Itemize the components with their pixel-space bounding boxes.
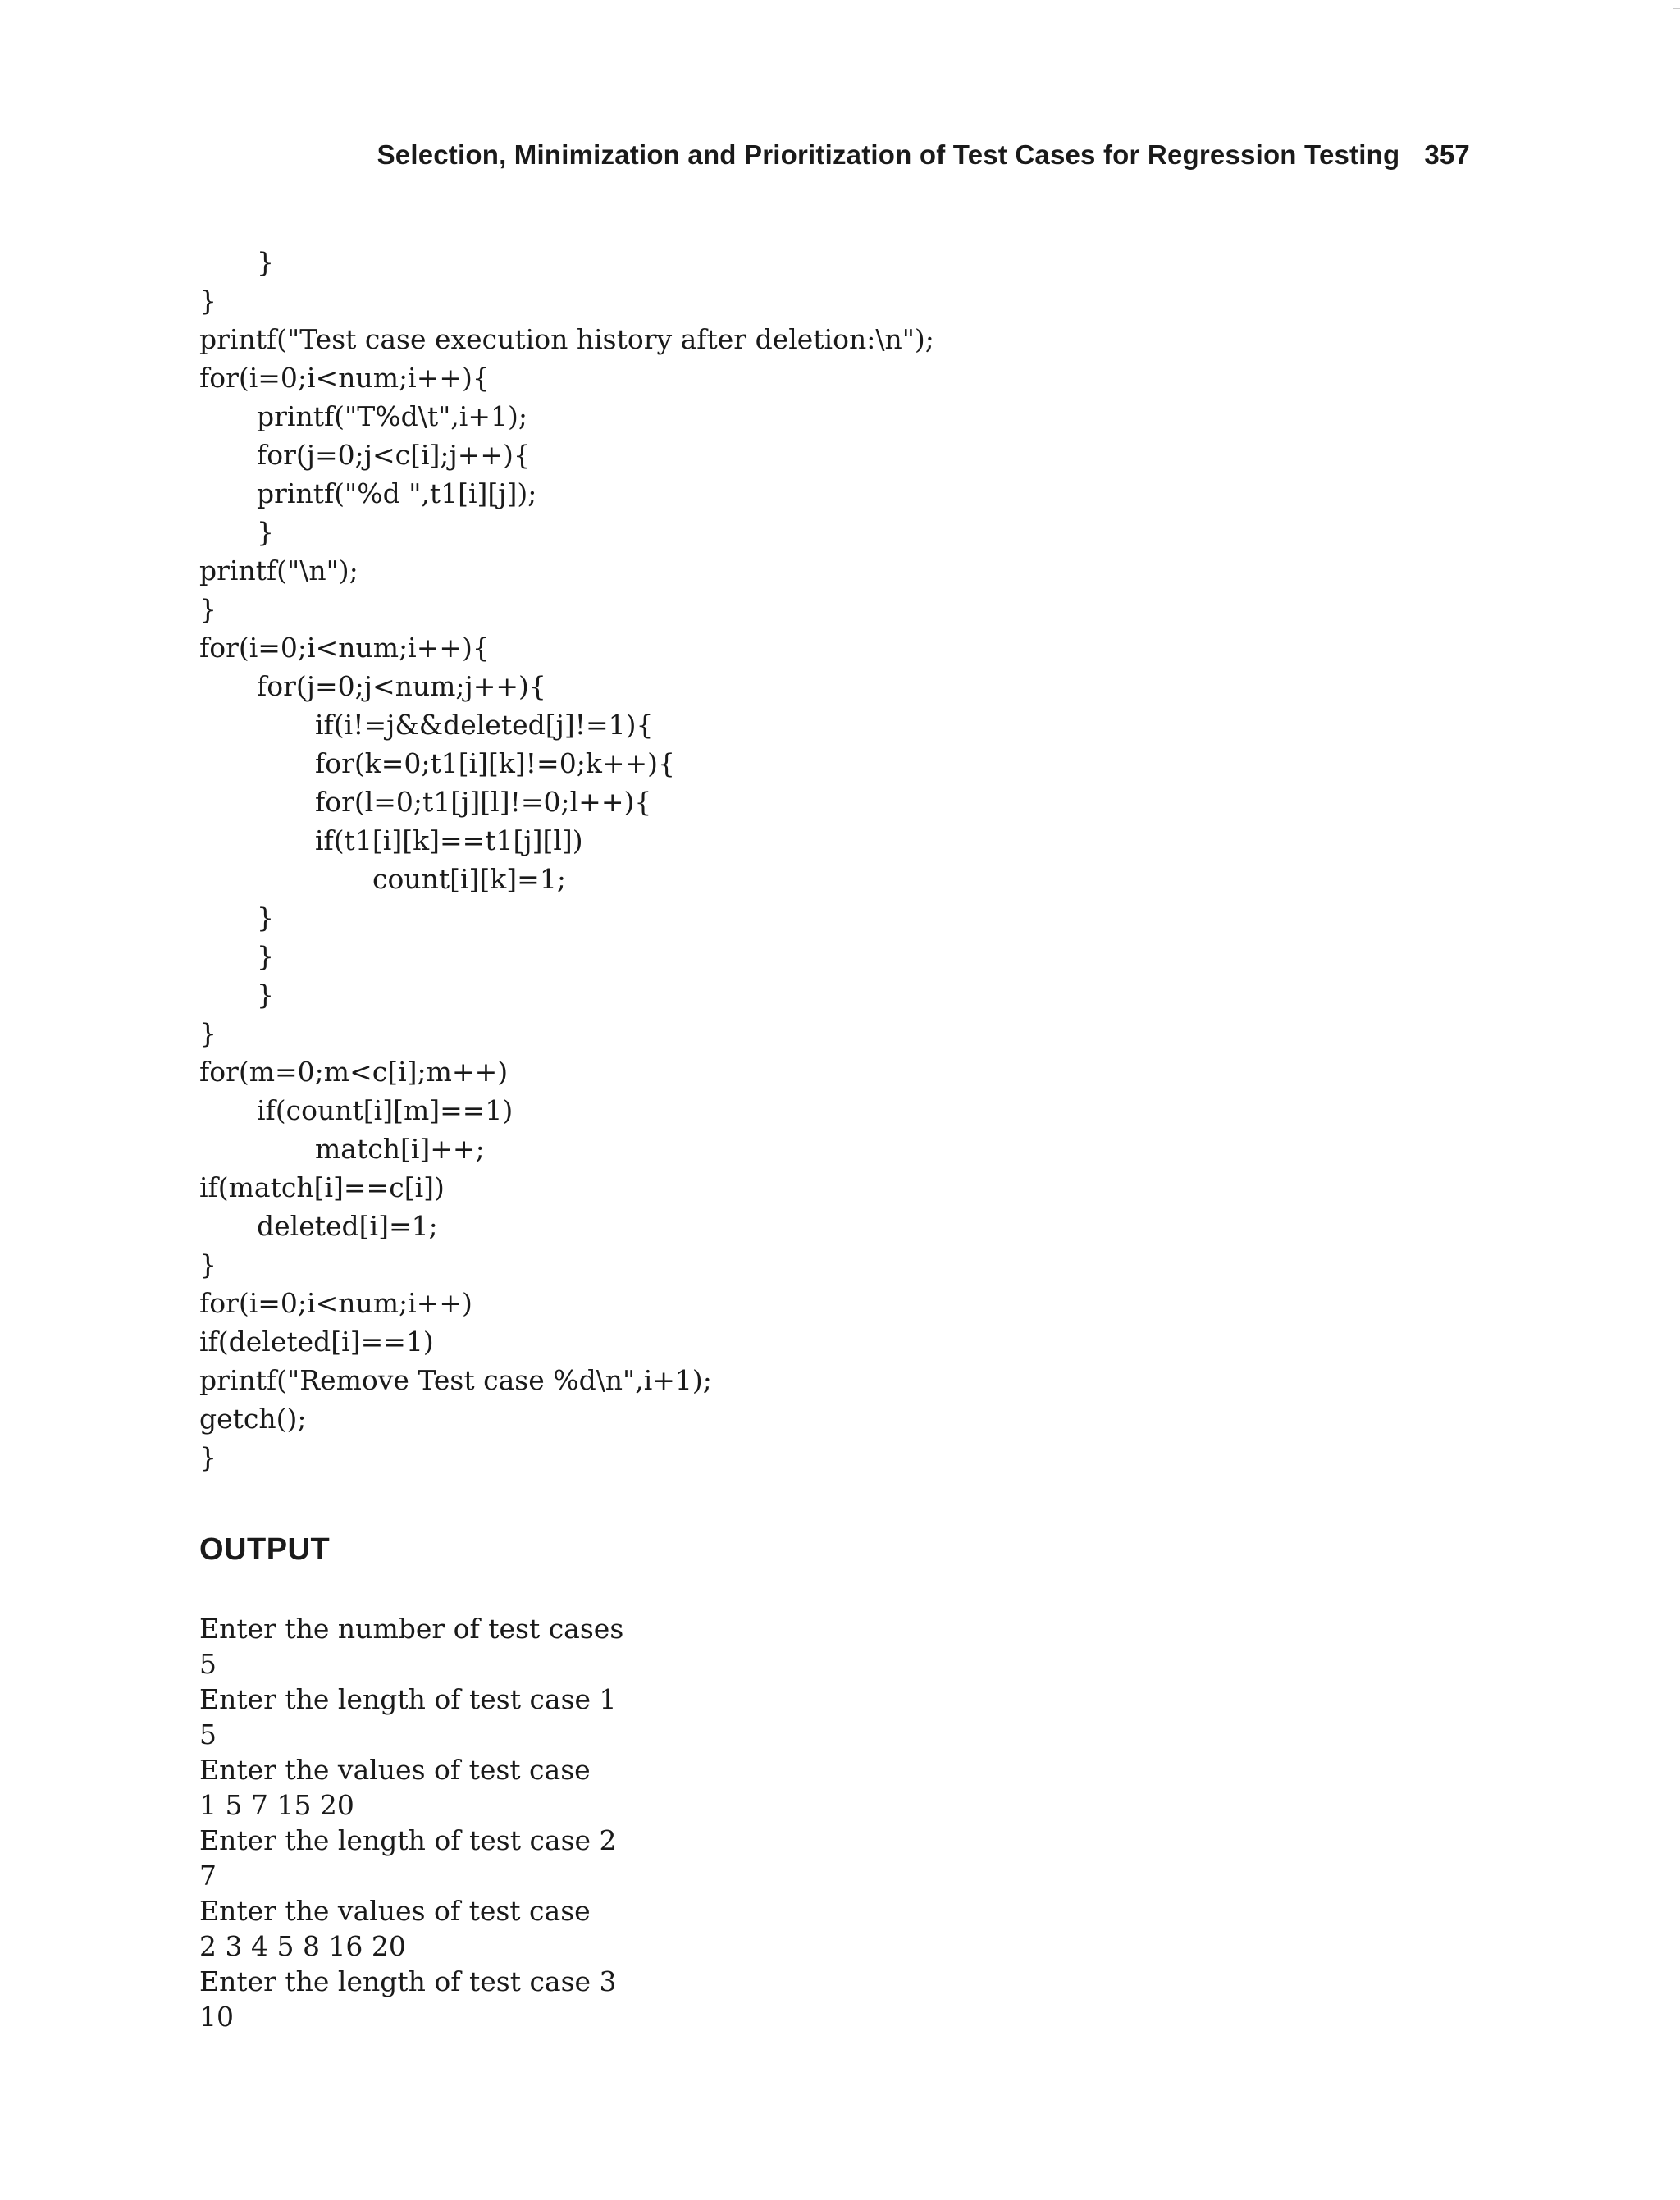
output-line: 5 bbox=[199, 1718, 217, 1750]
page-corner-mark bbox=[1673, 0, 1680, 9]
output-line: Enter the length of test case 3 bbox=[199, 1965, 617, 1997]
output-line: Enter the values of test case bbox=[199, 1754, 591, 1786]
code-line: for(j=0;j<num;j++){ bbox=[257, 670, 546, 702]
code-line: printf("T%d\t",i+1); bbox=[257, 400, 527, 432]
code-line: for(k=0;t1[i][k]!=0;k++){ bbox=[315, 747, 675, 779]
output-listing bbox=[199, 1611, 623, 2034]
code-line: printf("Remove Test case %d\n",i+1); bbox=[199, 1364, 712, 1396]
code-listing bbox=[199, 243, 934, 1477]
code-line: } bbox=[199, 1248, 217, 1280]
output-line: 5 bbox=[199, 1648, 217, 1680]
code-line: printf("\n"); bbox=[199, 555, 358, 587]
code-line: for(i=0;i<num;i++){ bbox=[199, 362, 490, 394]
page-number: 357 bbox=[1424, 139, 1470, 170]
running-header bbox=[0, 139, 1470, 171]
code-line: } bbox=[199, 593, 217, 625]
code-line: match[i]++; bbox=[315, 1133, 485, 1165]
code-line: if(deleted[i]==1) bbox=[199, 1326, 434, 1358]
code-line: if(i!=j&&deleted[j]!=1){ bbox=[315, 709, 654, 741]
output-line: 10 bbox=[199, 2001, 234, 2033]
output-line: Enter the values of test case bbox=[199, 1895, 591, 1927]
output-line: 1 5 7 15 20 bbox=[199, 1789, 354, 1821]
code-line: for(m=0;m<c[i];m++) bbox=[199, 1056, 509, 1088]
output-line: Enter the length of test case 1 bbox=[199, 1683, 617, 1715]
code-line: if(count[i][m]==1) bbox=[257, 1094, 514, 1126]
code-line: if(match[i]==c[i]) bbox=[199, 1171, 445, 1203]
code-line: } bbox=[257, 940, 274, 972]
code-line: for(i=0;i<num;i++) bbox=[199, 1287, 472, 1319]
output-line: Enter the length of test case 2 bbox=[199, 1824, 617, 1856]
code-line: deleted[i]=1; bbox=[257, 1210, 438, 1242]
code-line: for(l=0;t1[j][l]!=0;l++){ bbox=[315, 786, 652, 818]
output-line: 7 bbox=[199, 1860, 217, 1892]
code-line: } bbox=[199, 1017, 217, 1049]
code-line: getch(); bbox=[199, 1403, 307, 1435]
code-line: } bbox=[199, 285, 217, 317]
code-line: } bbox=[257, 246, 274, 278]
code-line: } bbox=[257, 516, 274, 548]
code-line: for(i=0;i<num;i++){ bbox=[199, 632, 490, 664]
output-line: 2 3 4 5 8 16 20 bbox=[199, 1930, 406, 1962]
code-line: } bbox=[257, 979, 274, 1011]
output-line: Enter the number of test cases bbox=[199, 1613, 624, 1645]
code-line: } bbox=[257, 901, 274, 933]
code-line: for(j=0;j<c[i];j++){ bbox=[257, 439, 531, 471]
output-heading: OUTPUT bbox=[199, 1532, 331, 1567]
code-line: count[i][k]=1; bbox=[372, 863, 566, 895]
code-line: } bbox=[199, 1441, 217, 1473]
code-line: printf("Test case execution history after deletion:\n"); bbox=[199, 323, 934, 355]
chapter-title: Selection, Minimization and Prioritization of Test Cases for Regression Testing bbox=[377, 139, 1400, 170]
code-line: if(t1[i][k]==t1[j][l]) bbox=[315, 824, 583, 856]
code-line: printf("%d ",t1[i][j]); bbox=[257, 477, 537, 509]
